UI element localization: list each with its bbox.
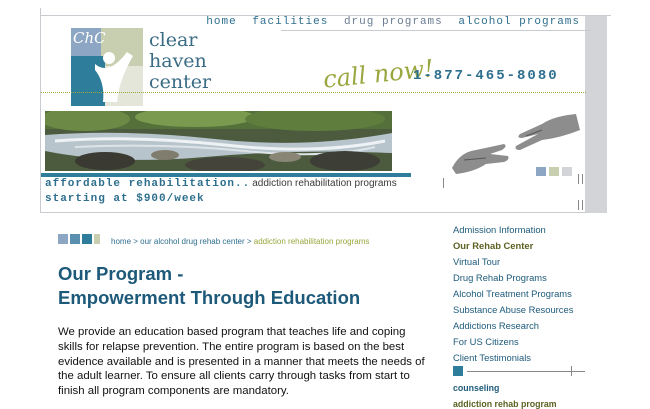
call-now-label: call now! — [321, 54, 435, 94]
sidebar-item-virtual-tour[interactable]: Virtual Tour — [453, 256, 501, 267]
sidebar-sub-rehab-program[interactable]: addiction rehab program — [453, 399, 557, 409]
nav-facilities[interactable]: facilities — [252, 16, 329, 28]
sidebar-item-testimonials[interactable]: Client Testimonials — [453, 352, 531, 363]
logo[interactable] — [71, 28, 143, 106]
sidebar-submenu — [453, 380, 557, 409]
sidebar-item-rehab-center[interactable]: Our Rehab Center — [453, 240, 534, 251]
decor-squares — [536, 163, 575, 181]
tagline-sub: addiction rehabilitation programs — [252, 178, 397, 189]
phone-number[interactable]: 1-877-465-8080 — [413, 68, 559, 84]
sidebar-divider — [453, 366, 585, 376]
sidebar-item-alcohol-treatment[interactable]: Alcohol Treatment Programs — [453, 288, 572, 299]
nav-drug-programs[interactable]: drug programs — [343, 16, 443, 28]
nav-home[interactable]: home — [206, 16, 237, 28]
tagline-price: starting at $900/week — [45, 193, 205, 205]
teal-rule — [41, 173, 411, 177]
sidebar-menu — [453, 222, 593, 366]
sidebar-item-us-citizens[interactable]: For US Citizens — [453, 336, 519, 347]
breadcrumb-current: addiction rehabilitation programs — [253, 237, 370, 246]
breadcrumb: home > our alcohol drug rehab center > addiction rehabilitation programs — [111, 237, 370, 246]
nav-alcohol-programs[interactable]: alcohol programs — [458, 16, 580, 28]
sidebar-item-addictions-research[interactable]: Addictions Research — [453, 320, 539, 331]
body-paragraph: We provide an education based program that teaches life and coping skills for relapse prevention. The entire program is based on the best evidence available and is presented in a manner that meets the needs of the adult learner. To ensure all clients carry through tasks from start to finish all program components are mandatory. — [58, 326, 425, 398]
logo-initials: ChC — [73, 29, 106, 47]
logo-figure-icon — [93, 46, 137, 104]
sidebar-sub-counseling[interactable]: counseling — [453, 383, 500, 393]
page-title: Our Program - Empowerment Through Education — [58, 263, 361, 308]
tagline: affordable rehabilitation.. addiction rehabilitation programs — [45, 178, 397, 190]
header-side-bar — [585, 16, 607, 213]
site-header — [40, 8, 610, 213]
river-photo — [45, 111, 392, 171]
breadcrumb-squares — [58, 231, 102, 249]
sidebar-item-drug-rehab[interactable]: Drug Rehab Programs — [453, 272, 547, 283]
top-nav — [198, 16, 580, 28]
header-bottom-rule — [41, 212, 586, 213]
nav-underline — [281, 30, 591, 31]
breadcrumb-home[interactable]: home — [111, 237, 132, 246]
sidebar-item-admission[interactable]: Admission Information — [453, 224, 546, 235]
breadcrumb-center[interactable]: our alcohol drug rehab center — [140, 237, 245, 246]
sidebar-item-substance-abuse[interactable]: Substance Abuse Resources — [453, 304, 574, 315]
logo-text[interactable]: clear haven center — [149, 29, 212, 93]
dotted-divider — [41, 92, 586, 93]
